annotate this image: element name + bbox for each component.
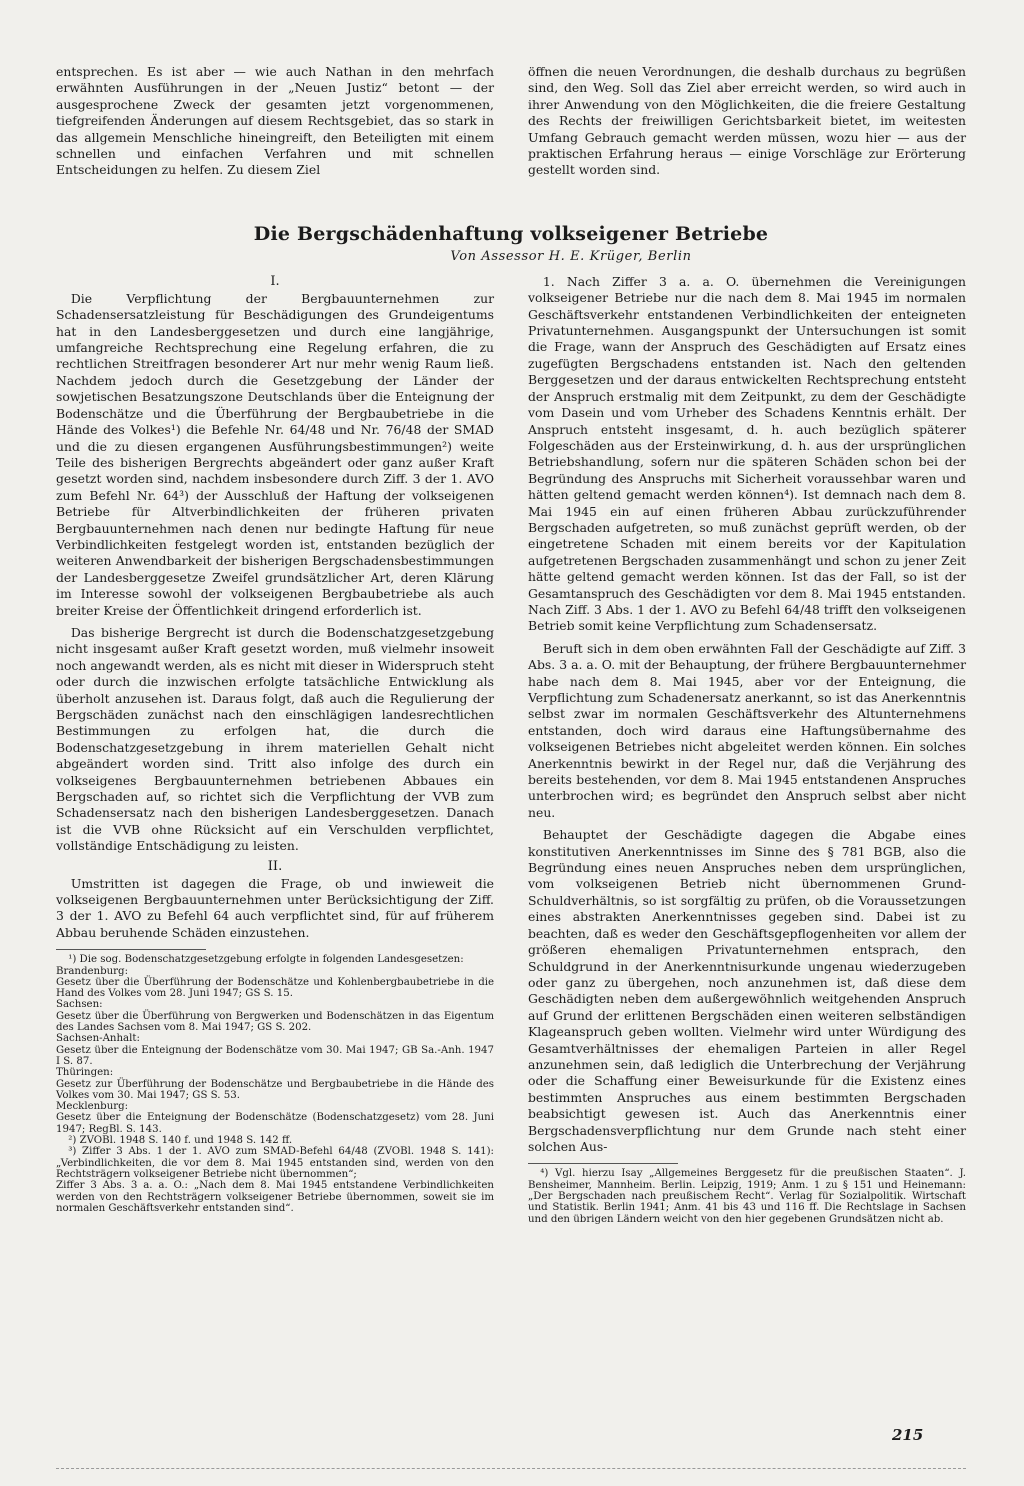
article-title: Die Bergschädenhaftung volkseigener Betriebe (253, 222, 769, 245)
footnote: Mecklenburg: (56, 1101, 129, 1113)
article-author: Von Assessor H. E. Krüger, Berlin (450, 248, 692, 264)
footnote: Gesetz zur Überführung der Bodenschätze und Bergbaubetriebe in die Hände des Volkes vom 30. Mai 1947; GS S. 53. (56, 1078, 494, 1101)
paragraph: 1. Nach Ziffer 3 a. a. O. übernehmen die Vereinigungen volkseigener Betriebe nur die nach dem 8. Mai 1945 im normalen Geschäftsverkehr entstandenen Verbindlichkeiten der enteigneten Privatunternehmen. Ausgangspunkt der Untersuchungen ist somit die Frage, wann der Anspruch des Geschädigten auf Ersatz eines zugefügten Bergschadens entstanden ist. Nach den geltenden Berggesetzen und der daraus entwickelten Rechtsprechung entsteht der Anspruch erstmalig mit dem Zeitpunkt, zu dem der Geschädigte vom Dasein und vom Urheber des Schadens Kenntnis erhält. Der Anspruch entsteht insgesamt, d. h. auch bezüglich späterer Folgeschäden aus der Ersteinwirkung, d. h. aus der ursprünglichen Betriebshandlung, sofern nur die späteren Schäden schon bei der Begründung des Anspruchs mit Sicherheit voraussehbar waren und hätten geltend gemacht werden können⁴). Ist demnach nach dem 8. Mai 1945 ein auf einen früheren Abbau zurückzuführender Bergschaden aufgetreten, so muß zunächst geprüft werden, ob der eingetretene Schaden mit einem bereits vor der Kapitulation aufgetretenen Bergschaden zusammenhängt und schon zu jener Zeit hätte geltend gemacht werden können. Ist das der Fall, so ist der Gesamtanspruch des Geschädigten vor dem 8. Mai 1945 entstanden. Nach Ziff. 3 Abs. 1 der 1. AVO zu Befehl 64/48 trifft den volkseigenen Betrieb somit keine Verpflichtung zum Schadensersatz. (528, 273, 966, 634)
footnote: Thüringen: (56, 1067, 114, 1079)
footnote-divider (56, 949, 206, 950)
paragraph: Die Verpflichtung der Bergbauunternehmen zur Schadensersatzleistung für Beschädigungen des Grundeigentums hat in den Landesberggesetzen und durch eine langjährige, umfangreiche Rechtsprechung eine Regelung erfahren, die zu rechtlichen Streitfragen besonderer Art nur mehr wenig Raum ließ. Nachdem jedoch durch die Gesetzgebung der Länder der sowjetischen Besatzungszone Deutschlands über die Enteignung der Bodenschätze und die Überführung der Bergbaubetriebe in die Hände des Volkes¹) die Befehle Nr. 64/48 und Nr. 76/48 der SMAD und die zu diesen ergangenen Ausführungsbestimmungen²) weite Teile des bisherigen Bergrechts abgeändert oder ganz außer Kraft gesetzt worden sind, nachdem insbesondere durch Ziff. 3 der 1. AVO zum Befehl Nr. 64³) der Ausschluß der Haftung der volkseigenen Betriebe für Altverbindlichkeiten der früheren privaten Bergbauunternehmen nach denen nur bedingte Haftung für neue Verbindlichkeiten festgelegt worden ist, entstanden bezüglich der weiteren Anwendbarkeit der bisherigen Bergschadensbestimmungen der Landesberggesetze Zweifel grundsätzlicher Art, deren Klärung im Interesse sowohl der volkseigenen Bergbaubetriebe als auch breiter Kreise der Öffentlichkeit dringend erforderlich ist. (56, 290, 494, 618)
footnote: Gesetz über die Enteignung der Bodenschätze (Bodenschatzgesetz) vom 28. Juni 1947; RegBl. S. 143. (56, 1112, 494, 1135)
footnote: Gesetz über die Überführung der Bodenschätze und Kohlenbergbaubetriebe in die Hand des Volkes vom 28. Juni 1947; GS S. 15. (56, 976, 494, 1000)
page-number: 215 (892, 1426, 924, 1444)
footnote-divider (528, 1163, 678, 1164)
top-right-column (528, 64, 966, 179)
section-heading-2: II. (267, 858, 283, 874)
document-page (56, 64, 966, 1225)
footnote: ⁴) Vgl. hierzu Isay „Allgemeines Berggesetz für die preußischen Staaten“. J. Bensheimer, Mannheim. Berlin. Leipzig, 1919; Anm. 1 zu § 151 und Heinemann: „Der Bergschaden nach preußischem Recht“. Verlag für Sozialpolitik. Wirtschaft und Statistik. Berlin 1941; Anm. 41 bis 43 und 116 ff. Die Rechtslage in Sachsen und den übrigen Ländern weicht von den hier gegebenen Grundsätzen nicht ab. (528, 1168, 966, 1225)
footnote: ³) Ziffer 3 Abs. 1 der 1. AVO zum SMAD-Befehl 64/48 (ZVOBl. 1948 S. 141): „Verbindlichkeiten, die vor dem 8. Mai 1945 entstanden sind, werden von den Rechtsträgern volkseigener Betriebe nicht übernommen“; (56, 1146, 494, 1180)
footnote: Sachsen: (56, 999, 103, 1011)
footnote: ¹) Die sog. Bodenschatzgesetzgebung erfolgte in folgenden Landesgesetzen: (68, 954, 464, 966)
top-left-column (56, 64, 494, 179)
paragraph: Das bisherige Bergrecht ist durch die Bodenschatzgesetzgebung nicht insgesamt außer Kraft gesetzt worden, muß vielmehr insoweit noch angewandt werden, als es nicht mit dieser in Widerspruch steht oder durch die inzwischen erfolgte tatsächliche Entwicklung als überholt anzusehen ist. Daraus folgt, daß auch die Regulierung der Bergschäden zunächst nach den einschlägigen landesrechtlichen Bestimmungen zu erfolgen hat, die durch die Bodenschatzgesetzgebung in ihrem materiellen Gehalt nicht abgeändert worden sind. Tritt also infolge des durch ein volkseigenes Bergbauunternehmen betriebenen Abbaues ein Bergschaden auf, so richtet sich die Verpflichtung der VVB zum Schadensersatz nach den bisherigen Landesberggesetzen. Danach ist die VVB ohne Rücksicht auf ein Verschulden verpflichtet, vollständige Entschädigung zu leisten. (56, 624, 494, 854)
footnote: Gesetz über die Überführung von Bergwerken und Bodenschätzen in das Eigentum des Landes Sachsen vom 8. Mai 1947; GS S. 202. (56, 1010, 494, 1034)
section-heading-1: I. (270, 273, 280, 289)
paragraph: Umstritten ist dagegen die Frage, ob und inwieweit die volkseigenen Bergbauunternehmen unter Berücksichtigung der Ziff. 3 der 1. AVO zu Befehl 64 auch verpflichtet sind, für auf früherem Abbau beruhende Schäden einzustehen. (56, 875, 494, 940)
footnote: Ziffer 3 Abs. 3 a. a. O.: „Nach dem 8. Mai 1945 entstandene Verbindlichkeiten werden von den Rechtsträgern volkseigener Betriebe übernommen, soweit sie im normalen Geschäftsverkehr entstanden sind“. (56, 1180, 494, 1214)
article-right-column (528, 274, 966, 1225)
footnote: ²) ZVOBl. 1948 S. 140 f. und 1948 S. 142 ff. (68, 1135, 293, 1147)
footnote: Brandenburg: (56, 965, 129, 977)
top-columns (56, 64, 966, 179)
top-right-paragraph: öffnen die neuen Verordnungen, die deshalb durchaus zu begrüßen sind, den Weg. Soll das Ziel aber erreicht werden, so wird auch in ihrer Anwendung von den Möglichkeiten, die die freiere Gestaltung des Rechts der freiwilligen Gerichtsbarkeit bietet, im weitesten Umfang Gebrauch gemacht werden müssen, wozu hier — aus der praktischen Erfahrung heraus — einige Vorschläge zur Erörterung gestellt worden sind. (528, 64, 966, 178)
article-left-column (56, 274, 494, 1225)
footnote: Gesetz über die Enteignung der Bodenschätze vom 30. Mai 1947; GB Sa.-Anh. 1947 I S. 87. (56, 1044, 494, 1067)
paragraph: Beruft sich in dem oben erwähnten Fall der Geschädigte auf Ziff. 3 Abs. 3 a. a. O. mit der Behauptung, der frühere Bergbauunternehmer habe nach dem 8. Mai 1945, aber vor der Enteignung, die Verpflichtung zum Schadenersatz anerkannt, so ist das Anerkenntnis selbst zwar im normalen Geschäftsverkehr des Altunternehmens entstanden, doch wird daraus eine Haftungsübernahme des volkseigenen Betriebes nicht abgeleitet werden können. Ein solches Anerkenntnis bewirkt in der Regel nur, daß die Verjährung des bereits bestehenden, vor dem 8. Mai 1945 entstandenen Anspruches unterbrochen wird; es begründet den Anspruch selbst aber nicht neu. (528, 640, 966, 820)
top-left-paragraph: entsprechen. Es ist aber — wie auch Nathan in den mehrfach erwähnten Ausführungen in der „Neuen Justiz“ betont — der ausgesprochene Zweck der gesamten jetzt vorgenommenen, tiefgreifenden Änderungen auf diesem Rechtsgebiet, das so stark in das allgemein Menschliche hineingreift, den Beteiligten mit einem schnellen und einfachen Verfahren und mit schnellen Entscheidungen zu helfen. Zu diesem Ziel (56, 64, 494, 178)
footnotes-left (56, 954, 494, 1214)
article-columns (56, 274, 966, 1225)
paragraph: Behauptet der Geschädigte dagegen die Abgabe eines konstitutiven Anerkenntnisses im Sinne des § 781 BGB, also die Begründung eines neuen Anspruches neben dem ursprünglichen, vom volkseigenen Betrieb nicht übernommenen Grund-Schuldverhältnis, so ist sorgfältig zu prüfen, ob die Voraussetzungen eines abstrakten Anerkenntnisses gegeben sind. Dabei ist zu beachten, daß es weder den Geschäftsgepflogenheiten vor allem der größeren ehemaligen Privatunternehmen entsprach, den Schuldgrund in der Anerkenntnisurkunde ungenau wiederzugeben oder ganz zu übergehen, noch anzunehmen ist, daß diese dem Geschädigten neben dem außergewöhnlich weitgehenden Anspruch auf Grund der erlittenen Bergschäden einen weiteren selbständigen Klageanspruch geben wollten. Vielmehr wird unter Würdigung des Gesamtverhältnisses der ehemaligen Parteien in aller Regel anzunehmen sein, daß lediglich die Unterbrechung der Verjährung oder die Schaffung einer Beweisurkunde für die Existenz eines bestimmten Anspruches aus einem bestimmten Bergschaden beabsichtigt gewesen ist. Auch das Anerkenntnis einer Bergschadensverpflichtung nur dem Grunde nach steht einer solchen Aus- (528, 827, 966, 1154)
bottom-rule (56, 1468, 966, 1469)
footnote: Sachsen-Anhalt: (56, 1033, 140, 1045)
